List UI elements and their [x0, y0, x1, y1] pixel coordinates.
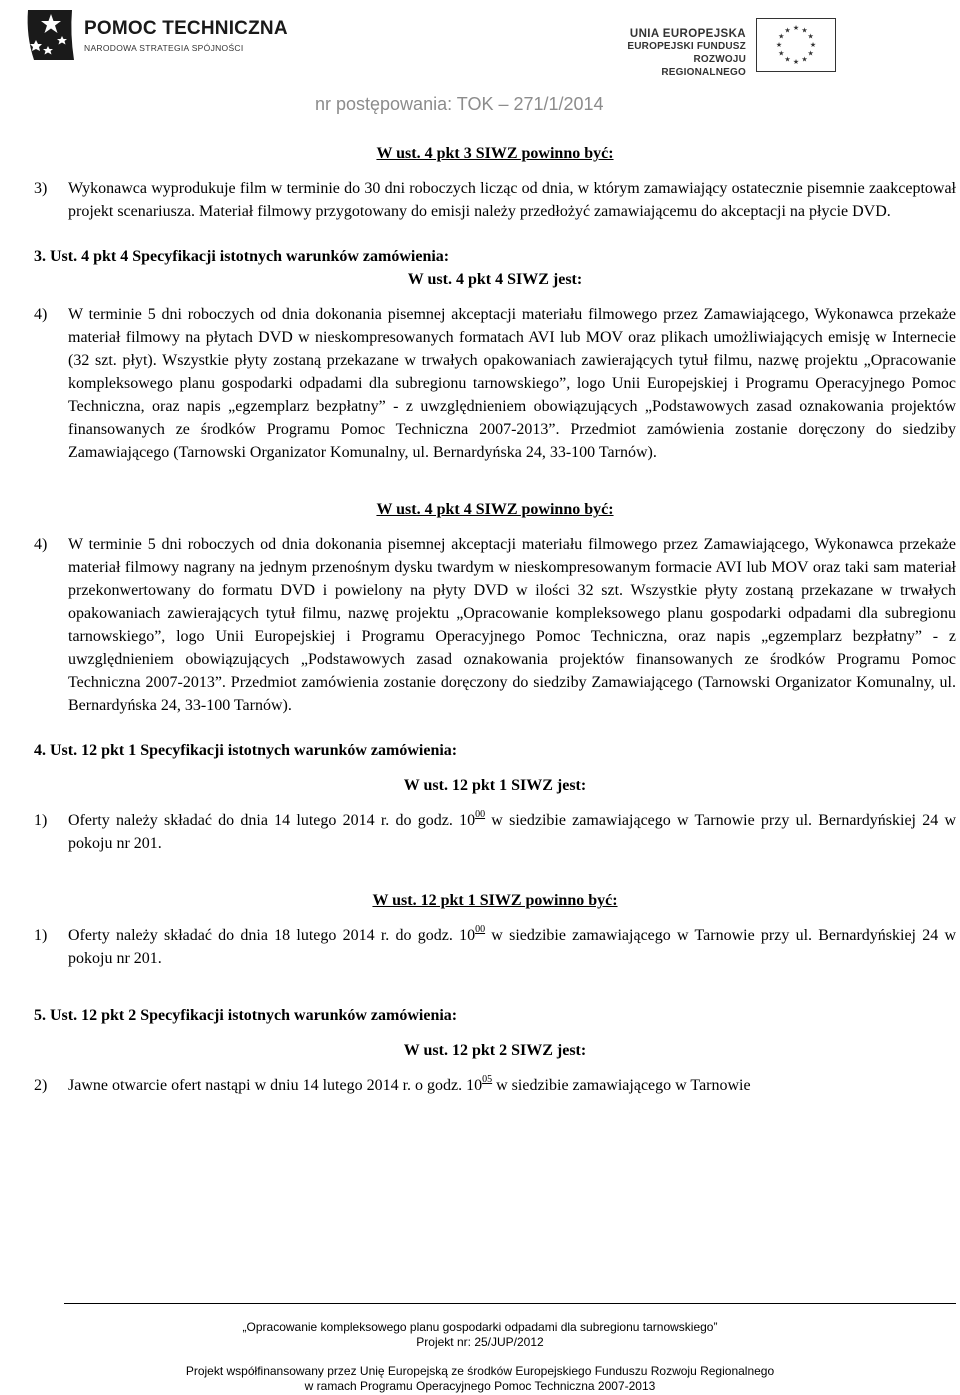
- list-item: [34, 1074, 956, 1097]
- footer-project-number: Projekt nr: 25/JUP/2012: [416, 1335, 544, 1349]
- eu-logo-line3: ROZWOJU REGIONALNEGO: [661, 54, 746, 78]
- section-heading: W ust. 4 pkt 4 SIWZ jest:: [407, 271, 583, 288]
- document-body: [34, 142, 956, 1097]
- item-number: 4): [34, 536, 48, 553]
- svg-text:★: ★: [778, 32, 785, 41]
- item-text-end: w siedzibie zamawiającego w Tarnowie przy ul. Bernardyńskiej 24 w pokoju nr 201.: [68, 927, 957, 967]
- svg-text:★: ★: [784, 26, 791, 35]
- svg-text:★: ★: [809, 41, 817, 49]
- list-item: [34, 809, 956, 855]
- spacer: [34, 762, 956, 774]
- item-text: Wykonawca wyprodukuje film w terminie do 30 dni roboczych licząc od dnia, w którym zamawiający ostatecznie pisemnie zaakceptował projekt scenariusza. Materiał filmowy przygotowany do emisji należy przedłożyć zamawiającemu do akceptacji na płycie DVD.: [68, 180, 956, 220]
- item-number: 1): [34, 927, 48, 944]
- list-item: [34, 924, 956, 970]
- svg-text:★: ★: [792, 24, 800, 32]
- footer-cofinancing: Projekt współfinansowany przez Unię Europejską ze środków Europejskiego Funduszu Rozwoju Regionalnego: [185, 1364, 775, 1378]
- svg-text:★: ★: [801, 26, 808, 35]
- spacer: [34, 165, 956, 177]
- spacer: [34, 291, 956, 303]
- footer-divider: [64, 1303, 956, 1304]
- spacer: [34, 912, 956, 924]
- section-heading: [34, 498, 956, 521]
- section-heading: W ust. 12 pkt 1 SIWZ jest:: [403, 777, 587, 794]
- svg-text:★: ★: [807, 49, 814, 58]
- item-number: 4): [34, 306, 48, 323]
- eu-logo-text: [608, 28, 746, 79]
- section-heading: [34, 889, 956, 912]
- item-number: 2): [34, 1077, 48, 1094]
- heading-text: W ust. 4 pkt 3 SIWZ powinno być:: [376, 145, 614, 162]
- item-text-start: Oferty należy składać do dnia 14 lutego 2014 r. do godz. 10: [68, 812, 476, 829]
- heading-text: W ust. 12 pkt 1 SIWZ powinno być:: [372, 892, 618, 909]
- time-superscript: 00: [475, 924, 486, 935]
- eu-flag-icon: [756, 18, 836, 72]
- pomoc-techniczna-logo-mark: [24, 6, 78, 64]
- item-text-end: w siedzibie zamawiającego w Tarnowie przy ul. Bernardyńskiej 24 w pokoju nr 201.: [68, 812, 957, 852]
- section-title: 5. Ust. 12 pkt 2 Specyfikacji istotnych warunków zamówienia:: [34, 1007, 458, 1024]
- list-item: [34, 303, 956, 464]
- svg-text:★: ★: [807, 32, 814, 41]
- list-item: [34, 177, 956, 223]
- spacer: [34, 521, 956, 533]
- spacer: [34, 1062, 956, 1074]
- item-text: W terminie 5 dni roboczych od dnia dokonania pisemnej akceptacji materiału filmowego przez Zamawiającego, Wykonawca przekaże materiał filmowy nagrany na jednym przenośnym dysku twardym w nieskompresowanym formacie AVI lub MOV oraz taki sam materiał przekonwertowany do formatu DVD i powielony na płyty DVD w ilości 32 szt. Wszystkie płyty zostaną przekazane w trwałych opakowaniach zawierających tytuł filmu, nazwę projektu „Opracowanie kompleksowego planu gospodarki odpadami dla subregionu tarnowskiego”, logo Unii Europejskiej i Programu Operacyjnego Pomoc Techniczna, oraz napis „egzemplarz bezpłatny” - z uwzględnieniem obowiązujących „Podstawowych zasad oznakowania projektów finansowanych ze środków Programu Pomoc Techniczna 2007-2013”. Przedmiot zamówienia zostanie doręczony do siedziby Zamawiającego (Tarnowski Organizator Komunalny, ul. Bernardyńska 24, 33-100 Tarnów).: [68, 536, 956, 714]
- footer-programme: w ramach Programu Operacyjnego Pomoc Techniczna 2007-2013: [304, 1379, 656, 1393]
- item-number: 1): [34, 812, 48, 829]
- item-text-start: Jawne otwarcie ofert nastąpi w dniu 14 lutego 2014 r. o godz. 10: [68, 1077, 483, 1094]
- proceeding-number: nr postępowania: TOK – 271/1/2014: [315, 94, 604, 114]
- item-text: W terminie 5 dni roboczych od dnia dokonania pisemnej akceptacji materiału filmowego przez Zamawiającego, Wykonawca przekaże materiał filmowy na płytach DVD w nieskompresowanych formatach AVI lub MOV oraz plikach umożliwiających emisję w Internecie (32 szt. płyt). Wszystkie płyty zostaną przekazane w trwałych opakowaniach zawierających tytuł filmu, nazwę projektu „Opracowanie kompleksowego planu gospodarki odpadami dla subregionu tarnowskiego”, logo Unii Europejskiej i Programu Operacyjnego Pomoc Techniczna, oraz napis „egzemplarz bezpłatny” - z uwzględnieniem obowiązujących „Podstawowych zasad oznakowania projektów finansowanych ze środków Programu Pomoc Techniczna 2007-2013”. Przedmiot zamówienia zostanie doręczony do siedziby Zamawiającego (Tarnowski Organizator Komunalny, ul. Bernardyńska 24, 33-100 Tarnów).: [68, 306, 956, 461]
- spacer: [34, 855, 956, 889]
- eu-logo-line1: UNIA EUROPEJSKA: [629, 28, 746, 40]
- page-header: [0, 0, 960, 80]
- item-number: 3): [34, 180, 48, 197]
- spacer: [34, 717, 956, 739]
- section-title: 4. Ust. 12 pkt 1 Specyfikacji istotnych warunków zamówienia:: [34, 742, 458, 759]
- section-title: 3. Ust. 4 pkt 4 Specyfikacji istotnych warunków zamówienia:: [34, 248, 450, 265]
- spacer: [34, 1027, 956, 1039]
- item-text: [68, 924, 957, 967]
- spacer: [34, 970, 956, 1004]
- svg-text:★: ★: [784, 55, 791, 64]
- svg-text:★: ★: [775, 41, 783, 49]
- time-superscript: 00: [475, 809, 486, 820]
- eu-logo-line2: EUROPEJSKI FUNDUSZ: [627, 41, 746, 52]
- item-text-end: w siedzibie zamawiającego w Tarnowie: [492, 1077, 751, 1094]
- item-text: [68, 809, 957, 852]
- spacer: [34, 223, 956, 245]
- logo-subtitle: NARODOWA STRATEGIA SPÓJNOŚCI: [84, 43, 244, 53]
- svg-text:★: ★: [801, 55, 808, 64]
- pomoc-techniczna-logo: [24, 6, 288, 66]
- section-heading: [34, 142, 956, 165]
- item-text: [68, 1074, 751, 1094]
- heading-text: W ust. 4 pkt 4 SIWZ powinno być:: [376, 501, 614, 518]
- svg-text:★: ★: [792, 58, 800, 66]
- eu-logo: [608, 18, 938, 78]
- section-heading: W ust. 12 pkt 2 SIWZ jest:: [403, 1042, 587, 1059]
- item-text-start: Oferty należy składać do dnia 18 lutego 2014 r. do godz. 10: [68, 927, 476, 944]
- spacer: [34, 797, 956, 809]
- logo-title: POMOC TECHNICZNA: [84, 18, 288, 39]
- footer-project-title: „Opracowanie kompleksowego planu gospodarki odpadami dla subregionu tarnowskiego”: [242, 1320, 718, 1334]
- time-superscript: 05: [482, 1074, 493, 1085]
- list-item: [34, 533, 956, 717]
- spacer: [34, 464, 956, 498]
- svg-text:★: ★: [778, 49, 785, 58]
